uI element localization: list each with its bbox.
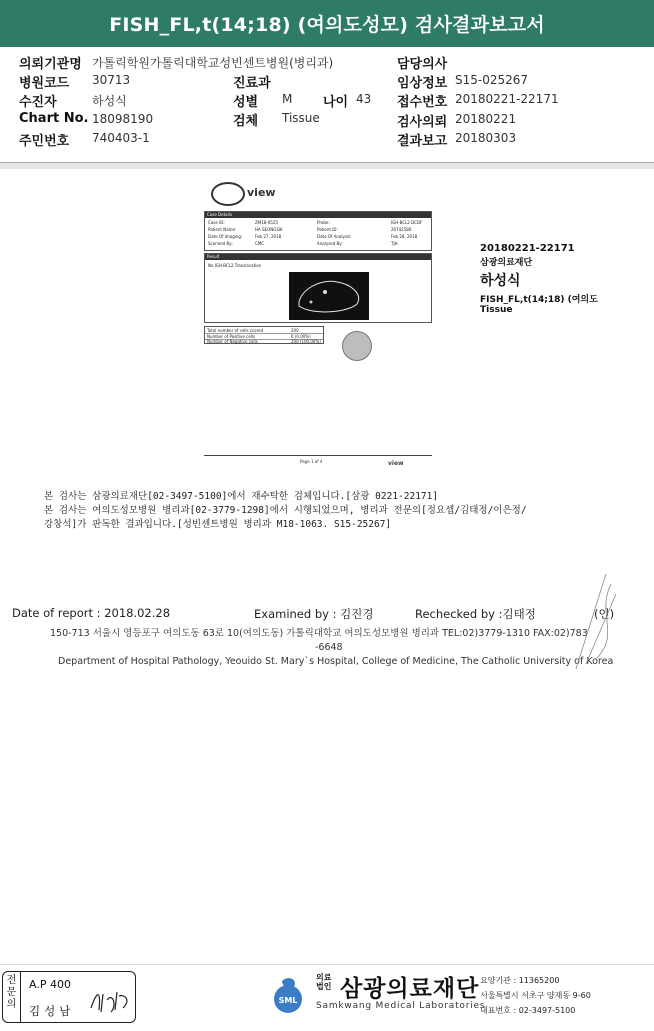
case-field: Patient ID:	[317, 227, 338, 232]
request-label: 검사의뢰	[397, 115, 448, 130]
rechecked-by: Rechecked by :김태정	[415, 607, 536, 621]
lab-footer	[0, 964, 654, 1031]
age-label: 나이	[323, 95, 349, 110]
result-box	[204, 253, 432, 323]
fish-microscopy-image	[289, 272, 369, 320]
case-value: HA SEONGSIK	[255, 227, 283, 232]
case-value: Feb 28, 2018	[391, 234, 418, 239]
sml-english-name: Samkwang Medical Laboratories	[316, 1001, 486, 1011]
result-text: No IGH-BCL2 Translocation	[208, 263, 262, 268]
resident-value: 740403-1	[92, 131, 150, 145]
doctor-label: 담당의사	[397, 57, 448, 72]
sticker-test: FISH_FL,t(14;18) (여의도	[480, 295, 598, 305]
clinical-info-value: S15-025267	[455, 73, 529, 87]
stamp-side-label: 전 문 의	[3, 972, 21, 1022]
patient-value: 하성식	[92, 94, 127, 108]
scanned-report	[0, 169, 654, 964]
dept-label: 진료과	[233, 76, 271, 91]
note-line-1: 본 검사는 삼광의료재단[02-3497-5100]에서 재수탁한 검체입니다.[삼광 0221-22171]	[44, 491, 439, 502]
sml-org-name: 삼광의료재단	[340, 976, 480, 1002]
report-title-bar	[0, 0, 654, 47]
case-field: Scanned By:	[208, 241, 233, 246]
request-value: 20180221	[455, 112, 517, 126]
count-label: Number of Negative cells	[207, 339, 258, 344]
resident-label: 주민번호	[19, 134, 70, 149]
address-line-1: 150-713 서울시 영등포구 여의도동 63로 10(여의도동) 가톨릭대학교 여의도성모병원 병리과 TEL:02)3779-1310 FAX:02)783	[50, 628, 588, 639]
case-details-header: Case Details	[205, 212, 431, 218]
section-divider	[0, 162, 654, 169]
patient-info-panel	[0, 47, 654, 162]
clinical-info-label: 임상정보	[397, 76, 448, 91]
result-pie-chart	[342, 331, 372, 361]
institution-label: 의뢰기관명	[19, 57, 82, 72]
hospital-code-value: 30713	[92, 73, 131, 87]
sticker-org: 삼광의료재단	[480, 258, 533, 268]
hospital-address	[50, 627, 610, 655]
institution-value: 가톨릭학원가톨릭대학교성빈센트병원(병리과)	[92, 56, 334, 70]
bioview-logo-text: view	[247, 186, 276, 199]
patient-label: 수진자	[19, 95, 57, 110]
count-label: Total number of cells scored	[207, 328, 264, 333]
sml-logo-icon	[268, 975, 308, 1015]
hospital-code-label: 병원코드	[19, 76, 70, 91]
sml-logo-text: SML	[278, 996, 298, 1005]
stamp-doctor-name: 김성남	[29, 1004, 75, 1018]
cell-outline-drawing	[289, 272, 369, 320]
stamp-license: A.P 400	[29, 978, 71, 991]
chart-label: Chart No.	[19, 111, 89, 126]
specimen-sticker	[480, 243, 620, 315]
lab-address: 서울특별시 서초구 양재동 9-60	[480, 991, 591, 1000]
approval-number: 요양기관 : 11365200	[480, 976, 560, 985]
case-value: IGH-BCL2 DCDF	[391, 220, 423, 225]
case-details-box	[204, 211, 432, 251]
case-field: Case ID:	[208, 220, 225, 225]
examined-by: Examined by : 김진경	[254, 607, 374, 621]
case-field: Date Of Imaging:	[208, 234, 243, 239]
reception-label: 접수번호	[397, 95, 448, 110]
date-of-report: Date of report : 2018.02.28	[12, 606, 171, 620]
report-title: FISH_FL,t(14;18) (여의도성모) 검사결과보고서	[109, 14, 545, 36]
count-value: 0 (0.00%)	[291, 334, 311, 339]
case-field: Patient Name:	[208, 227, 237, 232]
specimen-label: 검체	[233, 114, 259, 129]
sex-label: 성별	[233, 95, 259, 110]
sticker-number: 20180221-22171	[480, 243, 575, 254]
case-value: 20742586	[391, 227, 412, 232]
count-label: Number of Positive cells	[207, 334, 256, 339]
footer-bioview-logo: view	[388, 460, 404, 467]
case-field: Analysed By:	[317, 241, 343, 246]
case-value: TJH	[391, 241, 398, 246]
case-field: Date Of Analysis:	[317, 234, 352, 239]
bioview-logo-mark	[211, 182, 245, 206]
signature-row	[12, 606, 642, 622]
case-value: ZM18-0525	[255, 220, 278, 225]
handwritten-signature	[87, 986, 133, 1016]
seal-mark: (인)	[594, 607, 615, 621]
specimen-value: Tissue	[282, 111, 320, 125]
note-line-2: 본 검사는 여의도성모병원 병리과[02-3779-1298]에서 시행되었으며, 병리과 전문의[정요셉/김태정/이은정/	[44, 505, 527, 516]
page-number: Page 1 of 4	[300, 459, 323, 464]
department-line: Department of Hospital Pathology, Yeouido St. Mary`s Hospital, College of Medicine, The Catholic University of Korea	[58, 656, 614, 667]
specialist-stamp	[2, 971, 136, 1023]
case-value: Feb 27, 2018	[255, 234, 282, 239]
cell-count-table	[204, 326, 324, 344]
chart-value: 18098190	[92, 112, 154, 126]
age-value: 43	[356, 92, 372, 106]
sticker-name: 하성식	[480, 273, 521, 289]
sticker-specimen: Tissue	[480, 305, 513, 315]
result-header: Result	[205, 254, 431, 260]
case-field: Probe:	[317, 220, 330, 225]
sex-value: M	[282, 92, 293, 106]
count-value: 200 (100.00%)	[291, 339, 321, 344]
bioview-logo	[211, 182, 281, 206]
sml-prefix: 의료 법인	[316, 973, 332, 991]
address-line-2: -6648	[315, 642, 343, 653]
note-line-3: 강창석]가 판독한 결과입니다.[성빈센트병원 병리과 M18-1063. S15-25267]	[44, 519, 392, 530]
report-label: 결과보고	[397, 134, 448, 149]
report-value: 20180303	[455, 131, 517, 145]
lab-phone: 대표번호 : 02-3497-5100	[480, 1006, 576, 1015]
page-footer-line	[204, 455, 432, 456]
count-value: 200	[291, 328, 299, 333]
case-value: CMC	[255, 241, 265, 246]
signature-scribble	[566, 574, 626, 674]
reception-value: 20180221-22171	[455, 92, 559, 106]
